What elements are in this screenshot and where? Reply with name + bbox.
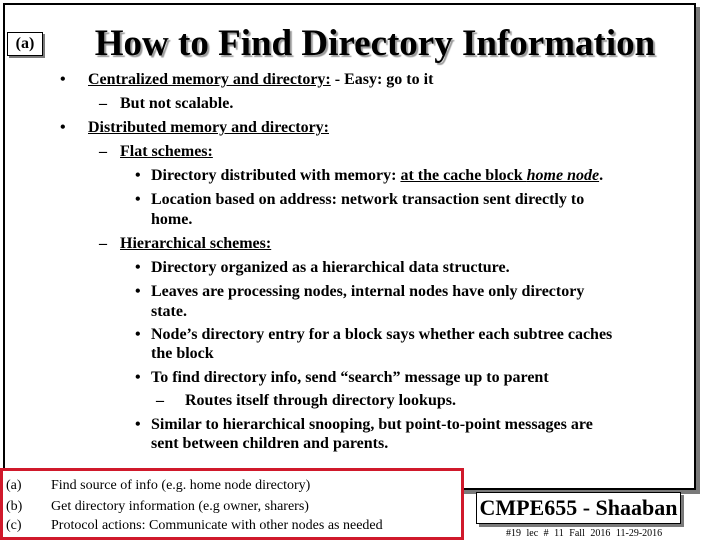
bullet-marker: •: [135, 259, 141, 276]
bullet-marker: •: [135, 283, 141, 300]
bullet-text: Directory organized as a hierarchical data structure.: [151, 259, 510, 276]
legend-box: [0, 468, 464, 540]
home-node-phrase: [400, 167, 599, 184]
bullet-continuation: state.: [151, 303, 187, 320]
bullet-heading: Centralized memory and directory:: [88, 71, 331, 88]
bullet-marker: •: [135, 191, 141, 208]
dash-marker: –: [99, 143, 107, 160]
bullet-marker: •: [135, 416, 141, 433]
term: Fall 2016: [569, 528, 611, 539]
legend-letter: (a): [6, 478, 22, 493]
bullet-marker: •: [60, 71, 66, 88]
bullet-text: Routes itself through directory lookups.: [185, 392, 456, 409]
slide-footer: [506, 528, 662, 540]
bullet-continuation: sent between children and parents.: [151, 435, 389, 452]
bullet-text: Leaves are processing nodes, internal nodes have only directory: [151, 283, 585, 300]
bullet-text: But not scalable.: [120, 95, 234, 112]
bullet-end: .: [599, 167, 604, 184]
bullet-continuation: home.: [151, 211, 193, 228]
bullet-text: Location based on address: network transaction sent directly to: [151, 191, 585, 208]
lecture-number: lec # 11: [526, 528, 564, 539]
course-badge: CMPE655 - Shaaban: [476, 492, 681, 524]
corner-label: (a): [7, 32, 43, 56]
bullet-continuation: the block: [151, 345, 214, 362]
bullet-text: [88, 68, 433, 92]
legend-letter: (c): [6, 518, 22, 533]
bullet-marker: •: [60, 119, 66, 136]
sub-heading: Hierarchical schemes:: [120, 235, 272, 252]
legend-text: Find source of info (e.g. home node directory): [51, 478, 311, 493]
bullet-marker: •: [135, 326, 141, 343]
bullet-suffix: - Easy: go to it: [330, 71, 434, 88]
slide-title: How to Find Directory Information: [94, 23, 656, 64]
bullet-text: Node’s directory entry for a block says whether each subtree caches: [151, 326, 613, 343]
legend-letter: (b): [6, 499, 23, 514]
date: 11-29-2016: [615, 528, 663, 539]
dash-marker: –: [156, 392, 164, 409]
bullet-text: Similar to hierarchical snooping, but point-to-point messages are: [151, 416, 593, 433]
bullet-marker: •: [135, 369, 141, 386]
legend-text: Get directory information (e.g owner, sharers): [51, 499, 309, 514]
home-node-lead: at the cache block: [400, 167, 527, 184]
sub-heading: Flat schemes:: [120, 143, 213, 160]
dash-marker: –: [99, 95, 107, 112]
bullet-text-main: Directory distributed with memory:: [151, 167, 401, 184]
legend-text: Protocol actions: Communicate with other nodes as needed: [51, 518, 383, 533]
slide-number: #19: [506, 528, 521, 539]
home-node-emphasis: home node: [526, 167, 600, 184]
bullet-text: To find directory info, send “search” message up to parent: [151, 369, 549, 386]
bullet-marker: •: [135, 167, 141, 184]
bullet-text: [151, 164, 603, 188]
bullet-heading: Distributed memory and directory:: [88, 119, 329, 136]
dash-marker: –: [99, 235, 107, 252]
